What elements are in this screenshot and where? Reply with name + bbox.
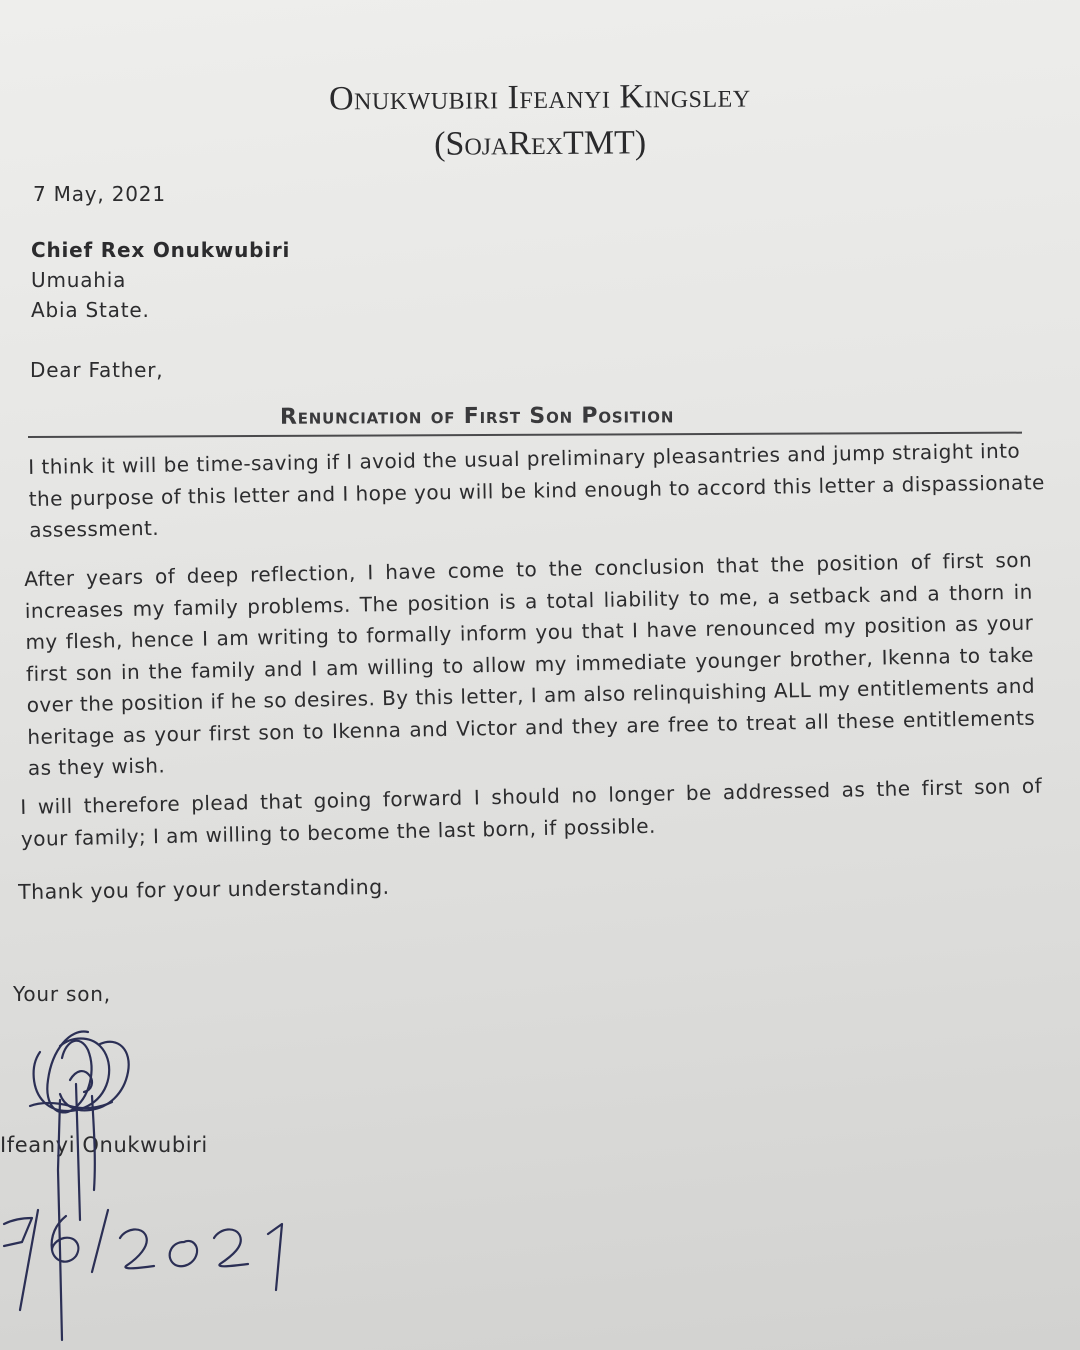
paragraph-1 [28,436,1046,547]
letter-date: 7 May, 2021 [33,182,166,206]
recipient-city: Umuahia [31,268,127,292]
signature-date-stroke [4,1242,22,1246]
salutation: Dear Father, [30,358,164,382]
signature-stroke [70,1071,92,1092]
recipient-name: Chief Rex Onukwubiri [31,238,291,262]
paragraph-2-line: increases my family problems. The position is a total liability to me, a setback and a thorn in [24,579,1033,623]
paragraph-2-line: first son in the family and I am willing to allow my immediate younger brother, Ikenna to take [25,642,1035,686]
paragraph-1-line: assessment. [29,515,160,542]
paragraph-1-line: I think it will be time-saving if I avoid the usual preliminary pleasantries and jump straight into [28,438,1021,479]
signature-stroke [30,1102,112,1108]
recipient-state: Abia State. [31,298,150,322]
signature-stroke [34,1039,110,1112]
signature-date-stroke [52,1216,79,1262]
subject-heading: Renunciation of First Son Position [279,403,675,430]
signature-date-stroke [4,1218,32,1242]
handwritten-signature [0,1010,320,1350]
signature-date-stroke [170,1241,197,1266]
paragraph-2-line: heritage as your first son to Ikenna and Victor and they are free to treat all these entitlements [27,705,1036,749]
closing: Your son, [13,982,111,1006]
letterhead-name: Onukwubiri Ifeanyi Kingsley [328,77,751,118]
paragraph-3-line: I will therefore plead that going forward I should no longer be addressed as the first son of [20,773,1043,819]
signature-date-stroke [214,1229,248,1266]
signature-date-stroke [120,1229,154,1268]
paragraph-2 [24,545,1036,785]
paragraph-2-line: After years of deep reflection, I have come to the conclusion that the position of first son [24,547,1033,591]
signatory-name: Ifeanyi Onukwubiri [0,1133,208,1157]
paragraph-4: Thank you for your understanding. [18,874,390,904]
signature-stroke [60,1042,129,1111]
signature-date-stroke [268,1224,282,1290]
paragraph-3-line: your family; I am willing to become the last born, if possible. [20,813,657,851]
paragraph-3 [20,771,1043,855]
paragraph-2-line: my flesh, hence I am writing to formally inform you that I have renounced my position as your [25,610,1034,654]
letterhead-alias: (SojaRexTMT) [434,124,647,163]
subject-underline [28,432,1022,438]
paragraph-2-line: over the position if he so desires. By this letter, I am also relinquishing ALL my entitlements and [26,673,1036,717]
paragraph-1-line: the purpose of this letter and I hope you will be kind enough to accord this letter a dispassionate [28,469,1046,511]
paragraph-2-line: as they wish. [27,753,166,780]
signature-date-stroke [92,1210,108,1272]
